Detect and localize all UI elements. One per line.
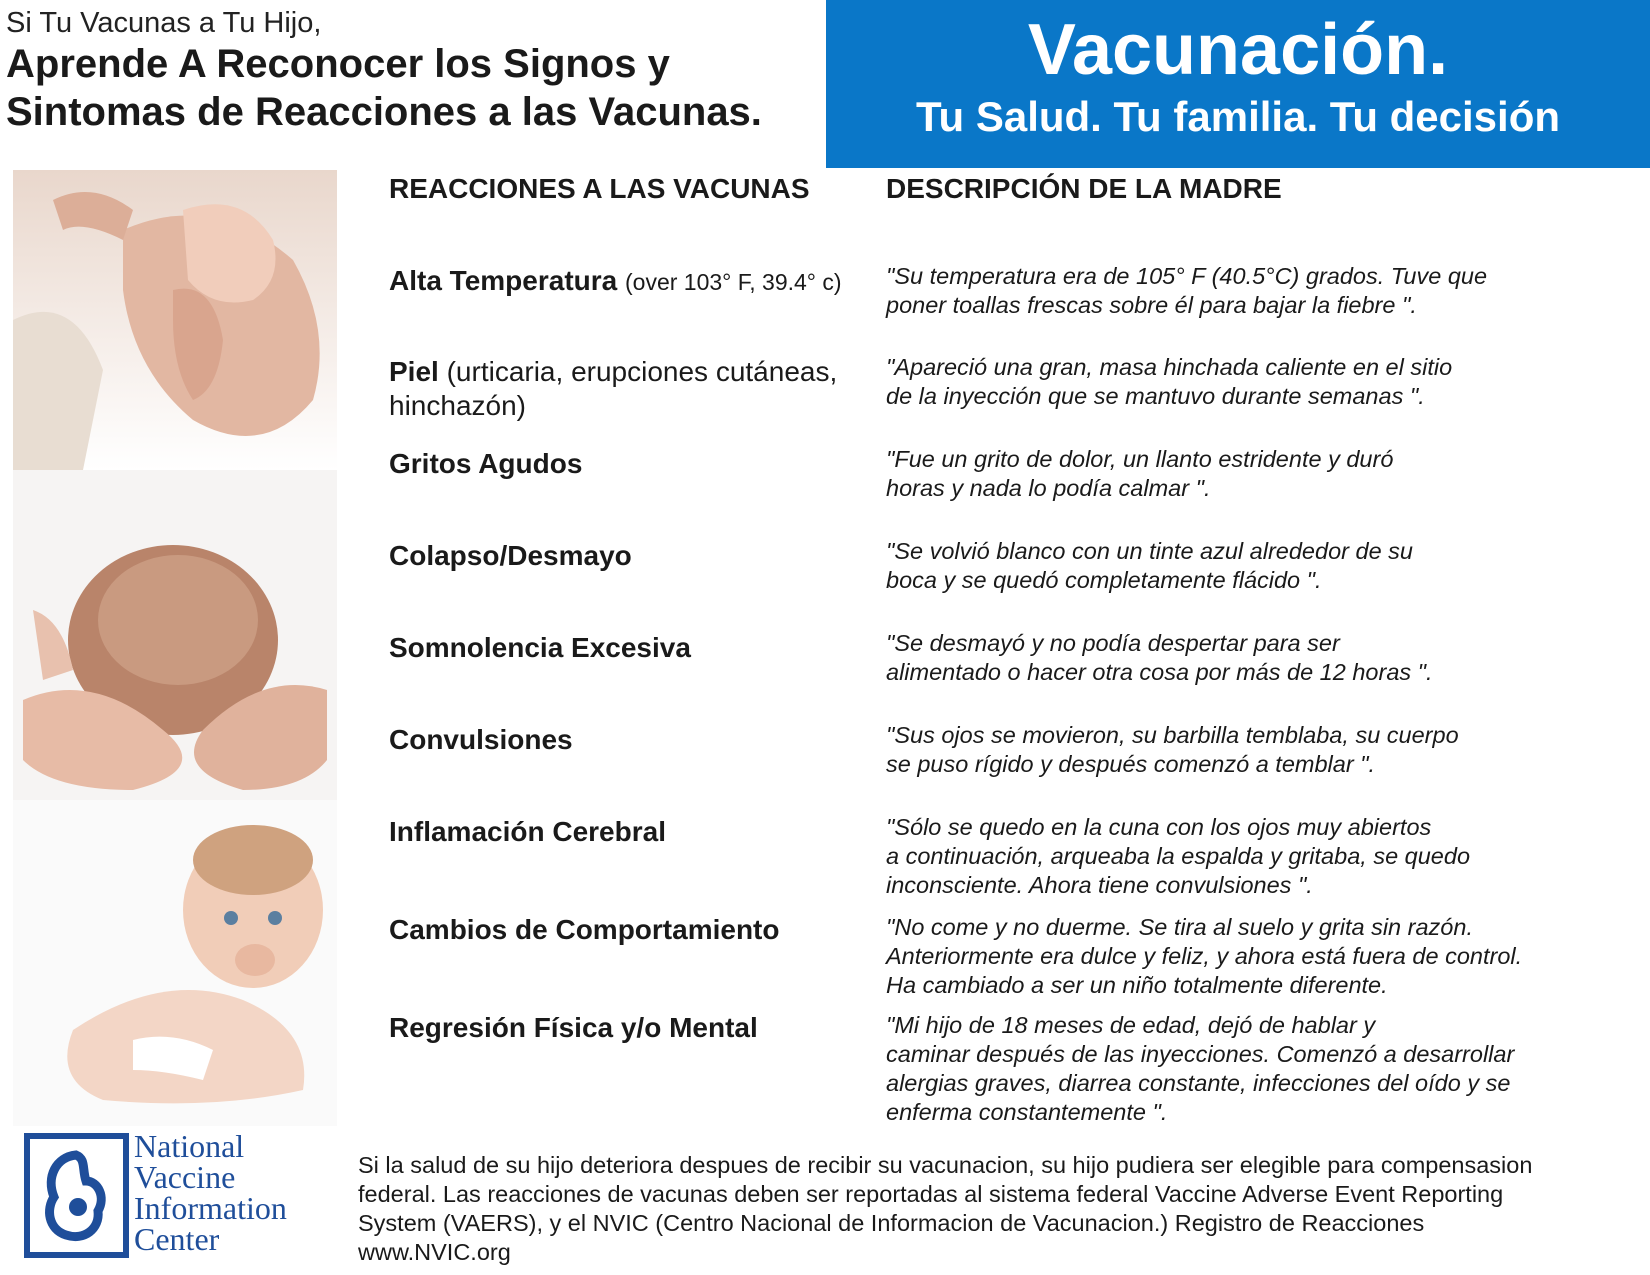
photo-baby-lying [13, 800, 337, 1126]
logo-line: Center [134, 1221, 220, 1257]
photo-baby-hand [13, 170, 337, 470]
description-line: "Sus ojos se movieron, su barbilla temblaba, su cuerpo [886, 722, 1459, 748]
description-line: caminar después de las inyecciones. Comenzó a desarrollar [886, 1041, 1515, 1067]
logo-line: National [134, 1128, 245, 1164]
reaction-name: Cambios de Comportamiento [389, 914, 780, 945]
description-line: se puso rígido y después comenzó a temblar ". [886, 751, 1376, 777]
reaction-label [389, 1011, 869, 1045]
reaction-name: Somnolencia Excesiva [389, 632, 691, 663]
footer-url[interactable]: www.NVIC.org [358, 1239, 511, 1265]
description-line: enferma constantemente ". [886, 1099, 1168, 1125]
description-line: "Fue un grito de dolor, un llanto estridente y duró [886, 446, 1394, 472]
logo-wordmark [134, 1128, 287, 1257]
reaction-note: (urticaria, erupciones cutáneas, [446, 356, 838, 387]
baby-hand-image [13, 170, 337, 470]
mother-child-icon [36, 1147, 118, 1247]
photo-column [13, 170, 337, 1126]
logo-line: Vaccine [134, 1159, 236, 1195]
baby-lying-image [13, 800, 337, 1126]
reaction-label [389, 815, 869, 849]
description-line: "Sólo se quedo en la cuna con los ojos muy abiertos [886, 814, 1432, 840]
reaction-name: Gritos Agudos [389, 448, 583, 479]
description-line: poner toallas frescas sobre él para bajar la fiebre ". [886, 292, 1417, 318]
mother-description [886, 262, 1626, 320]
description-line: "No come y no duerme. Se tira al suelo y grita sin razón. [886, 914, 1473, 940]
mother-description [886, 537, 1626, 595]
reaction-label [389, 264, 879, 299]
headline-line-1: Aprende A Reconocer los Signos y [6, 42, 670, 86]
mother-description [886, 1011, 1626, 1127]
footer-note [358, 1151, 1638, 1267]
description-line: de la inyección que se mantuvo durante semanas ". [886, 383, 1425, 409]
baby-head-image [13, 470, 337, 800]
blue-banner [826, 0, 1650, 168]
description-line: Ha cambiado a ser un niño totalmente diferente. [886, 972, 1388, 998]
description-line: "Apareció una gran, masa hinchada caliente en el sitio [886, 354, 1453, 380]
description-line: boca y se quedó completamente flácido ". [886, 567, 1322, 593]
mother-description [886, 913, 1626, 1000]
description-line: horas y nada lo podía calmar ". [886, 475, 1211, 501]
description-line: Anteriormente era dulce y feliz, y ahora está fuera de control. [886, 943, 1523, 969]
reaction-label [389, 355, 869, 423]
reaction-label [389, 539, 869, 573]
column-header-descriptions: DESCRIPCIÓN DE LA MADRE [886, 173, 1282, 204]
mother-description [886, 445, 1626, 503]
reaction-label [389, 447, 869, 481]
description-line: "Se desmayó y no podía despertar para ser [886, 630, 1340, 656]
description-line: alimentado o hacer otra cosa por más de 12 horas ". [886, 659, 1433, 685]
description-line: a continuación, arqueaba la espalda y gritaba, se quedo [886, 843, 1471, 869]
nvic-logo [24, 1128, 324, 1258]
column-header-reactions: REACCIONES A LAS VACUNAS [389, 173, 810, 204]
reaction-label [389, 913, 869, 947]
logo-mark [24, 1133, 129, 1258]
header-left [6, 6, 816, 136]
reaction-name: Alta Temperatura [389, 265, 618, 296]
description-line: "Su temperatura era de 105° F (40.5°C) grados. Tuve que [886, 263, 1488, 289]
reaction-note: (over 103° F, 39.4° c) [625, 269, 842, 295]
headline-line-2: Sintomas de Reacciones a las Vacunas. [6, 90, 762, 134]
reaction-name: Regresión Física y/o Mental [389, 1012, 758, 1043]
mother-description [886, 813, 1626, 900]
photo-baby-head [13, 470, 337, 800]
banner-subtitle: Tu Salud. Tu familia. Tu decisión [915, 93, 1561, 140]
reaction-note-continued: hinchazón) [389, 390, 526, 421]
reaction-label [389, 723, 869, 757]
description-line: inconsciente. Ahora tiene convulsiones ". [886, 872, 1313, 898]
reaction-name: Convulsiones [389, 724, 573, 755]
description-line: "Se volvió blanco con un tinte azul alrededor de su [886, 538, 1413, 564]
footer-line: federal. Las reacciones de vacunas deben ser reportadas al sistema federal Vaccine Adverse Event Reporting [358, 1181, 1504, 1207]
footer-line: Si la salud de su hijo deteriora despues de recibir su vacunacion, su hijo pudiera ser elegible para compensasion [358, 1152, 1533, 1178]
mother-description [886, 721, 1626, 779]
logo-line: Information [134, 1190, 287, 1226]
description-line: "Mi hijo de 18 meses de edad, dejó de hablar y [886, 1012, 1376, 1038]
reaction-label [389, 631, 869, 665]
banner-title: Vacunación. [1027, 10, 1449, 90]
reaction-name: Colapso/Desmayo [389, 540, 632, 571]
mother-description [886, 629, 1626, 687]
reaction-name: Piel [389, 356, 439, 387]
footer-line: System (VAERS), y el NVIC (Centro Nacional de Informacion de Vacunacion.) Registro de Reacciones [358, 1210, 1425, 1236]
mother-description [886, 353, 1626, 411]
intro-text: Si Tu Vacunas a Tu Hijo, [6, 7, 322, 39]
description-line: alergias graves, diarrea constante, infecciones del oído y se [886, 1070, 1511, 1096]
reaction-name: Inflamación Cerebral [389, 816, 666, 847]
